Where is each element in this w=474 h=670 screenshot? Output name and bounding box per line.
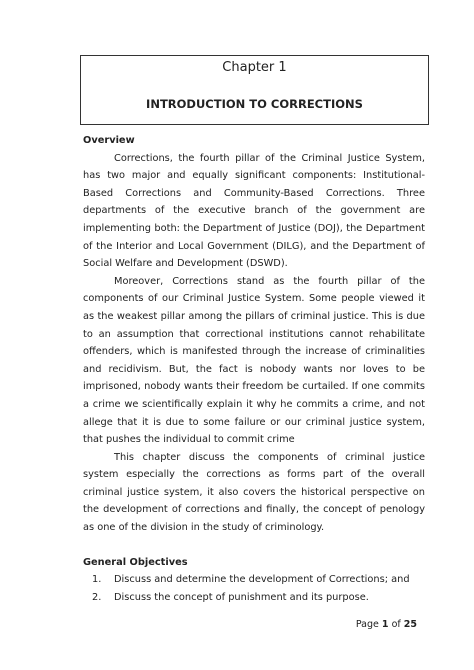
document-body — [83, 132, 425, 606]
chapter-number: Chapter 1 — [222, 60, 287, 75]
objective-item — [83, 589, 425, 607]
total-pages: 25 — [403, 619, 417, 630]
objective-text: Discuss and determine the development of Corrections; and — [114, 574, 410, 586]
chapter-title-box — [80, 55, 429, 125]
overview-paragraph-3: This chapter discuss the components of criminal justice system especially the corrections as forms part of the overall criminal justice system, it also covers the historical perspective on the development of corrections and finally, the concept of penology as one of the division in the study of criminology. — [83, 451, 425, 534]
page-number-footer — [356, 619, 417, 630]
current-page: 1 — [381, 619, 389, 630]
of-word: of — [391, 619, 401, 630]
objective-number: 2. — [92, 591, 102, 603]
overview-paragraph-2: Moreover, Corrections stand as the fourth pillar of the components of our Criminal Justice System. Some people viewed it as the weakest pillar among the pillars of criminal justice. This is due to an assumption that correctional institutions cannot rehabilitate offenders, which is manifested through the increase of criminalities and recidivism. But, the fact is nobody wants nor loves to be imprisoned, nobody wants their freedom be curtailed. If one commits a crime we scientifically explain it why he commits a crime, and not allege that it is due to some failure or our criminal justice system, that pushes the individual to commit crime — [83, 275, 425, 446]
chapter-title: INTRODUCTION TO CORRECTIONS — [146, 97, 363, 111]
page-word: Page — [355, 619, 379, 630]
objective-item — [83, 571, 425, 589]
objective-number: 1. — [92, 574, 102, 586]
overview-paragraph-1: Corrections, the fourth pillar of the Criminal Justice System, has two major and equally significant components: Institutional-Based Corrections and Community-Based Corrections. Three departments of the executive branch of the government are implementing both: the Department of Justice (DOJ), the Department of the Interior and Local Government (DILG), and the Department of Social Welfare and Development (DSWD). — [83, 152, 425, 270]
section-spacer — [83, 537, 425, 554]
objective-text: Discuss the concept of punishment and its purpose. — [114, 591, 369, 603]
overview-heading: Overview — [83, 135, 135, 146]
objectives-heading: General Objectives — [83, 556, 188, 568]
objectives-list — [83, 571, 425, 606]
